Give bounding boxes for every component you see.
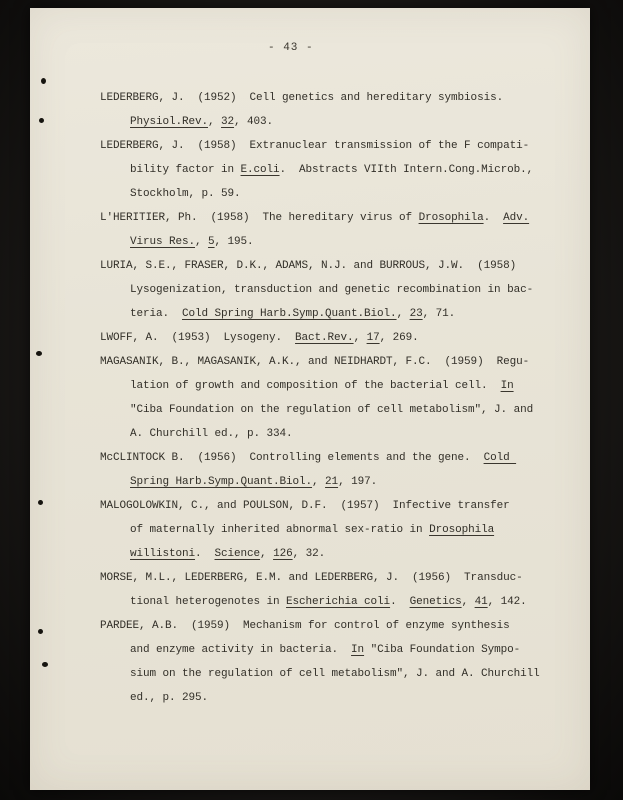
binder-mark [38,629,43,634]
reference-text: McCLINTOCK B. (1956) Controlling elements and the gene. [100,452,484,464]
reference-line [130,542,560,566]
reference-line [130,662,560,686]
reference-entry [100,614,560,710]
reference-emphasis: Cold [483,452,517,464]
reference-entry [100,134,560,206]
reference-emphasis: Science [214,548,261,560]
reference-text: MALOGOLOWKIN, C., and POULSON, D.F. (1957) Infective transfer [100,500,510,512]
reference-emphasis: Drosophila [429,524,495,536]
page-number: - 43 - [268,42,314,54]
reference-text: teria. [130,308,183,320]
reference-entry [100,350,560,446]
reference-text: , [260,548,274,560]
reference-emphasis: Escherichia coli [286,596,391,608]
reference-emphasis: Physiol.Rev. [130,116,209,128]
reference-entry [100,446,560,494]
reference-text: PARDEE, A.B. (1959) Mechanism for control of enzyme synthesis [100,620,510,632]
reference-emphasis: 41 [474,596,488,608]
reference-text: MAGASANIK, B., MAGASANIK, A.K., and NEIDHARDT, F.C. (1959) Regu- [100,356,530,368]
reference-text: Lysogenization, transduction and genetic recombination in bac- [130,284,534,296]
reference-text: , 195. [214,236,254,248]
binder-mark [41,78,46,84]
reference-emphasis: 21 [325,476,339,488]
reference-emphasis: Bact.Rev. [295,332,354,344]
reference-emphasis: Cold Spring Harb.Symp.Quant.Biol. [182,308,397,320]
reference-text: A. Churchill ed., p. 334. [130,428,293,440]
document-page [30,8,590,790]
reference-text: , [396,308,410,320]
reference-line [130,470,560,494]
reference-emphasis: Genetics [409,596,462,608]
reference-entry [100,254,560,326]
reference-line [130,230,560,254]
reference-text: . [483,212,504,224]
reference-text: sium on the regulation of cell metabolism", J. and A. Churchill [130,668,540,680]
reference-emphasis: 17 [366,332,380,344]
reference-text: , 71. [422,308,456,320]
reference-text: , [353,332,367,344]
reference-line [130,398,560,422]
reference-entry [100,494,560,566]
reference-text: , 197. [338,476,378,488]
reference-line [130,590,560,614]
reference-text: MORSE, M.L., LEDERBERG, E.M. and LEDERBERG, J. (1956) Transduc- [100,572,523,584]
reference-line [100,494,560,518]
reference-emphasis: In [351,644,365,656]
reference-emphasis: Spring Harb.Symp.Quant.Biol. [130,476,313,488]
reference-emphasis: E.coli [240,164,280,176]
reference-emphasis: Adv. [503,212,530,224]
reference-line [100,446,560,470]
reference-text: LWOFF, A. (1953) Lysogeny. [100,332,296,344]
reference-text: bility factor in [130,164,241,176]
reference-text: . [195,548,215,560]
references-list [100,86,560,710]
reference-text: "Ciba Foundation on the regulation of cell metabolism", J. and [130,404,534,416]
reference-text: L'HERITIER, Ph. (1958) The hereditary virus of [100,212,419,224]
reference-text: , [208,116,222,128]
reference-text: tional heterogenotes in [130,596,287,608]
reference-text: , [312,476,326,488]
reference-emphasis: 32 [221,116,235,128]
reference-text: . [390,596,410,608]
reference-entry [100,86,560,134]
reference-entry [100,566,560,614]
binder-mark [42,662,48,667]
reference-emphasis: Drosophila [418,212,484,224]
reference-text: , 403. [234,116,274,128]
reference-text: of maternally inherited abnormal sex-ratio in [130,524,430,536]
reference-text: , 269. [379,332,419,344]
reference-text: "Ciba Foundation Sympo- [364,644,521,656]
reference-text: lation of growth and composition of the bacterial cell. [130,380,501,392]
reference-text: Stockholm, p. 59. [130,188,241,200]
reference-text: , 32. [292,548,326,560]
reference-line [100,86,560,110]
reference-line [130,422,560,446]
reference-emphasis: 5 [208,236,215,248]
reference-text: and enzyme activity in bacteria. [130,644,352,656]
reference-emphasis: In [500,380,514,392]
binder-mark [36,351,42,356]
reference-line [100,350,560,374]
reference-text: , 142. [487,596,527,608]
reference-entry [100,206,560,254]
reference-emphasis: 126 [273,548,293,560]
reference-emphasis: Virus Res. [130,236,196,248]
reference-text: , [461,596,475,608]
reference-line [100,206,560,230]
reference-line [100,134,560,158]
reference-line [130,158,560,182]
reference-line [100,566,560,590]
reference-line [130,182,560,206]
binder-mark [39,118,44,123]
reference-emphasis: willistoni [130,548,196,560]
reference-line [100,326,560,350]
reference-text: ed., p. 295. [130,692,209,704]
reference-text: . Abstracts VIIth Intern.Cong.Microb., [279,164,534,176]
reference-line [130,686,560,710]
reference-line [130,374,560,398]
reference-line [130,278,560,302]
reference-emphasis: 23 [409,308,423,320]
reference-line [100,254,560,278]
reference-line [130,110,560,134]
binder-mark [38,500,43,505]
reference-line [100,614,560,638]
reference-text: LEDERBERG, J. (1952) Cell genetics and hereditary symbiosis. [100,92,504,104]
reference-text: , [195,236,209,248]
reference-text: LEDERBERG, J. (1958) Extranuclear transmission of the F compati- [100,140,530,152]
reference-text: LURIA, S.E., FRASER, D.K., ADAMS, N.J. and BURROUS, J.W. (1958) [100,260,517,272]
reference-entry [100,326,560,350]
reference-line [130,518,560,542]
reference-line [130,302,560,326]
reference-line [130,638,560,662]
